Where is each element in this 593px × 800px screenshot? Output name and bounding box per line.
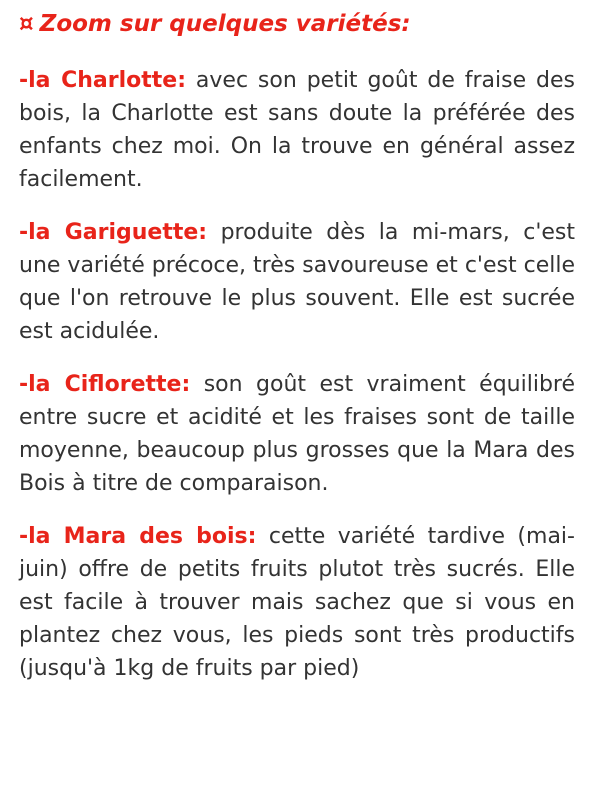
variety-charlotte bbox=[19, 64, 575, 196]
bullet-icon: ¤ bbox=[19, 11, 34, 37]
variety-description: cette variété tardive (mai-juin) offre de petits fruits plutot très sucrés. Elle est facile à trouver mais sachez que si vous en plantez chez vous, les pieds sont très productifs (jusqu'à 1kg de fruits par pied) bbox=[19, 524, 575, 681]
variety-name: -la Ciflorette: bbox=[19, 372, 191, 397]
variety-name: -la Gariguette: bbox=[19, 220, 208, 245]
variety-mara-des-bois bbox=[19, 520, 575, 685]
variety-ciflorette bbox=[19, 368, 575, 500]
variety-description: produite dès la mi-mars, c'est une variété précoce, très savoureuse et c'est celle que l'on retrouve le plus souvent. Elle est sucrée est acidulée. bbox=[19, 220, 576, 344]
section-heading bbox=[19, 8, 575, 40]
variety-name: -la Mara des bois: bbox=[19, 524, 257, 549]
variety-name: -la Charlotte: bbox=[19, 68, 186, 93]
variety-description: avec son petit goût de fraise des bois, la Charlotte est sans doute la préférée des enfants chez moi. On la trouve en général assez facilement. bbox=[19, 68, 575, 192]
variety-gariguette bbox=[19, 216, 575, 348]
section-heading-text: Zoom sur quelques variétés: bbox=[39, 11, 411, 37]
variety-description: son goût est vraiment équilibré entre sucre et acidité et les fraises sont de taille moyenne, beaucoup plus grosses que la Mara des Bois à titre de comparaison. bbox=[19, 372, 576, 496]
